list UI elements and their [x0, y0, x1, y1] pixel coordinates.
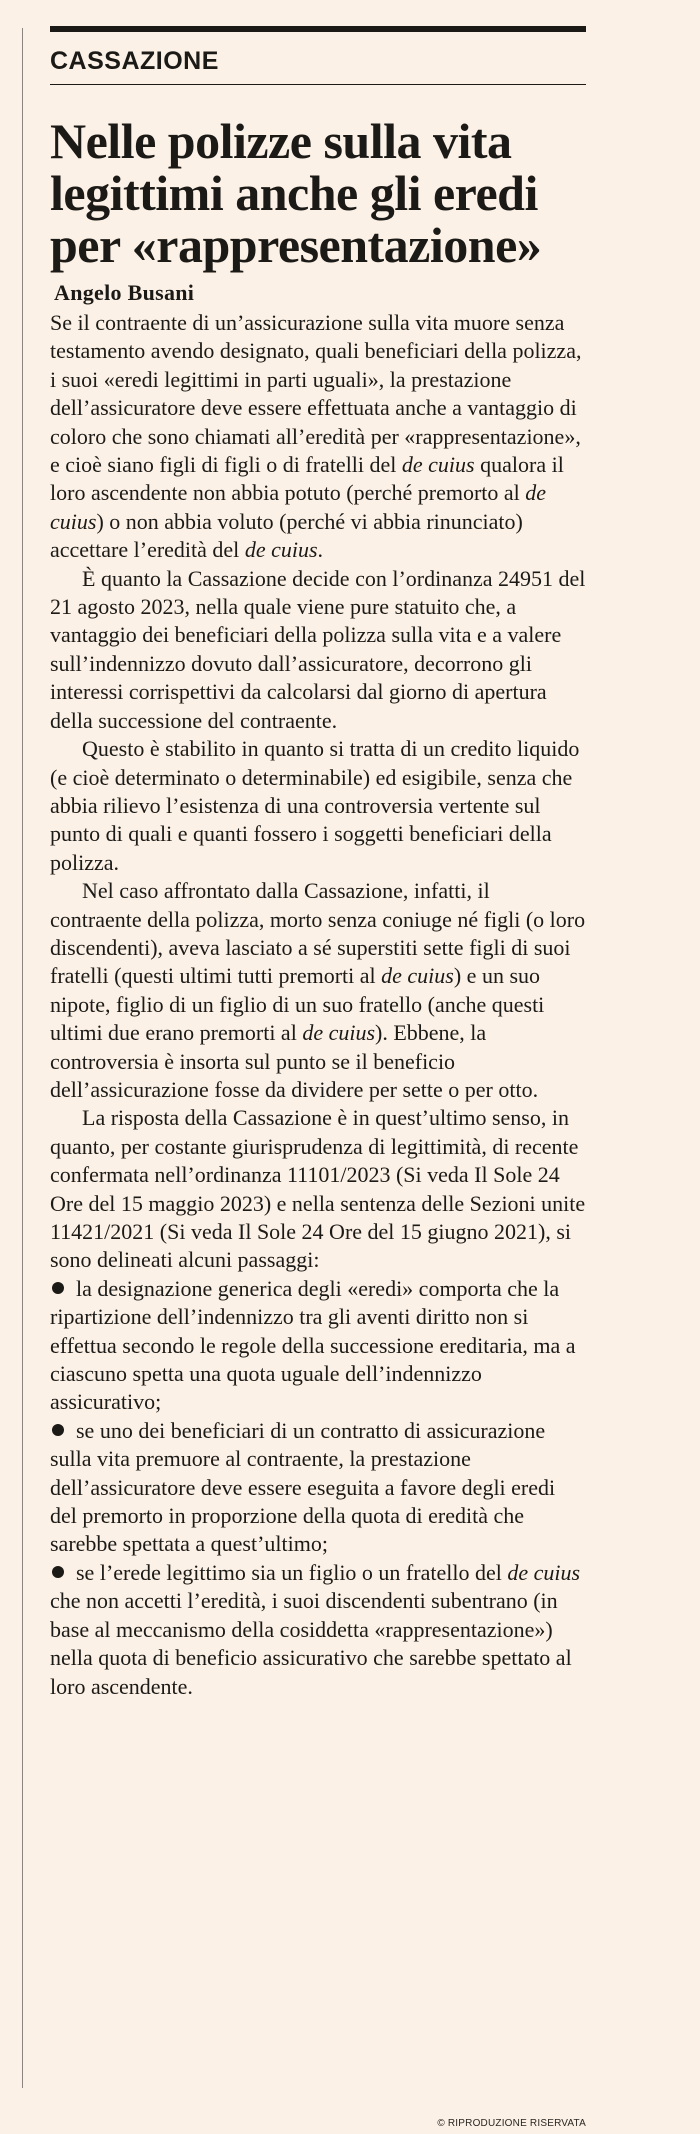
bullet-icon: [52, 1566, 64, 1578]
article: [50, 26, 586, 1701]
section-divider: [50, 84, 586, 85]
byline: Angelo Busani: [54, 280, 195, 305]
text-run: che non accetti l’eredità, i suoi discendenti subentrano (in base al meccanismo della cosiddetta «rappresentazione») nella quota di beneficio assicurativo che sarebbe spettato al loro ascendente.: [50, 1588, 572, 1699]
text-run: Questo è stabilito in quanto si tratta di un credito liquido (e cioè determinato o determinabile) ed esigibile, senza che abbia rilievo l’esistenza di una controversia vertente sul punto di quali e quanti fossero i soggetti beneficiari della polizza.: [50, 736, 580, 875]
headline: Nelle polizze sulla vita legittimi anche gli eredi per «rappresentazione»: [50, 113, 542, 273]
text-run: .: [317, 537, 324, 563]
top-bar: [50, 26, 586, 32]
paragraph: [50, 877, 586, 1104]
bullet-icon: [52, 1424, 64, 1436]
text-run: qualora il loro ascendente non abbia potuto (perché premorto al: [50, 452, 564, 506]
italic-term: de cuius: [401, 452, 475, 478]
italic-term: de cuius: [381, 963, 454, 989]
text-run: La risposta della Cassazione è in quest’ultimo senso, in quanto, per costante giurisprudenza di legittimità, di recente confermata nell’ordinanza 11101/2023 (Si veda Il Sole 24 Ore del 15 maggio 2023) e nella sentenza delle Sezioni unite 11421/2021 (Si veda Il Sole 24 Ore del 15 giugno 2021), si sono delineati alcuni passaggi:: [50, 1105, 586, 1273]
paragraph: [50, 565, 586, 735]
bullet-text: [50, 1560, 580, 1699]
italic-term: de cuius: [507, 1559, 581, 1585]
bullet-text: [50, 1418, 555, 1557]
copyright-notice: © RIPRODUZIONE RISERVATA: [437, 2118, 586, 2129]
text-run: È quanto la Cassazione decide con l’ordinanza 24951 del 21 agosto 2023, nella quale viene pure statuito che, a vantaggio dei beneficiari della polizza sulla vita e a valere sull’indennizzo dovuto dall’assicuratore, decorrono gli interessi corrispettivi da calcolarsi dal giorno di apertura della successione del contraente.: [50, 565, 586, 733]
bullet-item: [50, 1417, 586, 1559]
paragraph: [50, 309, 586, 565]
text-run: se uno dei beneficiari di un contratto di assicurazione sulla vita premuore al contraente, la prestazione dell’assicuratore deve essere eseguita a favore degli eredi del premorto in proporzione della quota di eredità che sarebbe spettata a quest’ultimo;: [50, 1417, 556, 1557]
text-run: Se il contraente di un’assicurazione sulla vita muore senza testamento avendo designato, quali beneficiari della polizza, i suoi «eredi legittimi in parti uguali», la prestazione dell’assicuratore deve essere effettuata anche a vantaggio di coloro che sono chiamati all’eredità per «rappresentazione», e cioè siano figli di figli o di fratelli del: [50, 310, 582, 478]
text-run: Nel caso affrontato dalla Cassazione, infatti, il contraente della polizza, morto senza coniuge né figli (o loro discendenti), aveva lasciato a sé superstiti sette figli di suoi fratelli (questi ultimi tutti premorti al: [50, 878, 586, 989]
left-column-rule: [22, 28, 23, 2088]
text-run: se l’erede legittimo sia un figlio o un fratello del: [76, 1559, 508, 1585]
italic-term: de cuius: [244, 537, 318, 563]
bullet-icon: [52, 1282, 64, 1294]
italic-term: de cuius: [302, 1020, 376, 1046]
text-run: ) e un suo nipote, figlio di un figlio di un suo fratello (anche questi ultimi due erano premorti al: [50, 963, 545, 1046]
bullet-item: [50, 1559, 586, 1701]
bullet-item: [50, 1275, 586, 1417]
text-run: la designazione generica degli «eredi» comporta che la ripartizione dell’indennizzo tra gli aventi diritto non si effettua secondo le regole della successione ereditaria, ma a ciascuno spetta una quota uguale dell’indennizzo assicurativo;: [50, 1275, 576, 1415]
paragraph: [50, 1104, 586, 1274]
text-run: ). Ebbene, la controversia è insorta sul punto se il beneficio dell’assicurazione fosse da dividere per sette o per otto.: [50, 1020, 539, 1102]
paragraph: [50, 735, 586, 877]
article-body: [50, 309, 586, 1701]
bullet-text: [50, 1276, 576, 1415]
italic-term: de cuius: [50, 480, 547, 534]
text-run: ) o non abbia voluto (perché vi abbia rinunciato) accettare l’eredità del: [50, 508, 523, 563]
section-label: CASSAZIONE: [50, 47, 219, 75]
